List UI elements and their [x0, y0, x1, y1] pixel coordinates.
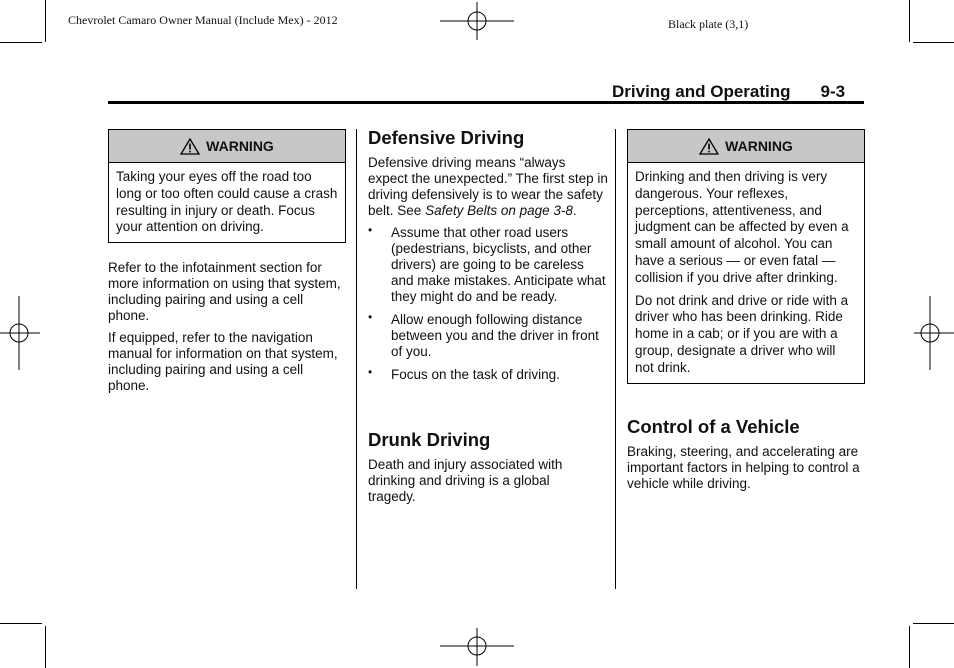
registration-mark-bottom — [440, 628, 514, 668]
plate-title: Chevrolet Camaro Owner Manual (Include Mex) - 2012 — [68, 13, 338, 27]
header-rule — [108, 101, 864, 104]
registration-mark-top — [440, 2, 514, 42]
navigation-paragraph: If equipped, refer to the navigation manual for information on that system, including pairing and using a cell phone. — [108, 330, 338, 393]
warning-text: Taking your eyes off the road too long or too often could cause a crash resulting in injury or death. Focus your attention on driving. — [116, 169, 338, 235]
column-rule-1 — [356, 129, 357, 589]
warning-text — [628, 163, 864, 383]
warning-box-eyes — [108, 129, 346, 243]
warning-header — [628, 130, 864, 163]
warning-header — [109, 130, 345, 163]
defensive-intro — [368, 155, 608, 219]
warning-paragraph: Do not drink and drive or ride with a driver who has been drinking. Ride home in a cab; or if you are with a group, designate a driver who will not drink. — [635, 292, 849, 375]
safety-belts-link[interactable]: Safety Belts on page 3-8 — [425, 203, 573, 218]
infotainment-paragraph: Refer to the infotainment section for more information on using that system, including pairing and using a cell phone. — [108, 260, 341, 323]
running-header — [612, 82, 845, 102]
warning-box-drinking — [627, 129, 865, 384]
warning-triangle-icon — [699, 138, 719, 155]
heading-control-of-vehicle: Control of a Vehicle — [627, 416, 800, 437]
list-item: • Assume that other road users (pedestrians, bicyclists, and other drivers) are going to be careless and make mistakes. Anticipate what they might do and be ready. — [368, 225, 608, 305]
plate-id: Black plate (3,1) — [668, 17, 749, 31]
defensive-bullets — [368, 225, 608, 383]
column-1-text — [108, 260, 348, 400]
section-title: Driving and Operating — [612, 82, 791, 101]
heading-drunk-driving: Drunk Driving — [368, 429, 491, 450]
list-item: • Allow enough following distance between you and the driver in front of you. — [368, 312, 608, 360]
warning-label: WARNING — [725, 138, 793, 154]
defensive-driving-body — [368, 155, 608, 390]
drunk-driving-text: Death and injury associated with drinking and driving is a global tragedy. — [368, 457, 563, 504]
defensive-intro-text: Defensive driving means “always expect the unexpected.” The first step in driving defensively is to wear the safety belt. See — [368, 155, 608, 218]
list-item: • Focus on the task of driving. — [368, 367, 608, 383]
control-of-vehicle-text: Braking, steering, and accelerating are important factors in helping to control a vehicle while driving. — [627, 444, 860, 491]
registration-mark-right — [912, 296, 954, 370]
heading-defensive-driving: Defensive Driving — [368, 127, 525, 148]
warning-paragraph: Drinking and then driving is very dangerous. Your reflexes, perceptions, attentiveness, and judgment can be affected by even a small amount of alcohol. You can have a serious — or even fatal — collision if you drive after drinking. — [635, 169, 849, 285]
registration-mark-left — [0, 296, 42, 370]
intro-end: . — [572, 203, 577, 218]
warning-triangle-icon — [180, 138, 200, 155]
column-rule-2 — [615, 129, 616, 589]
warning-label: WARNING — [206, 138, 274, 154]
page-number: 9-3 — [820, 82, 846, 101]
